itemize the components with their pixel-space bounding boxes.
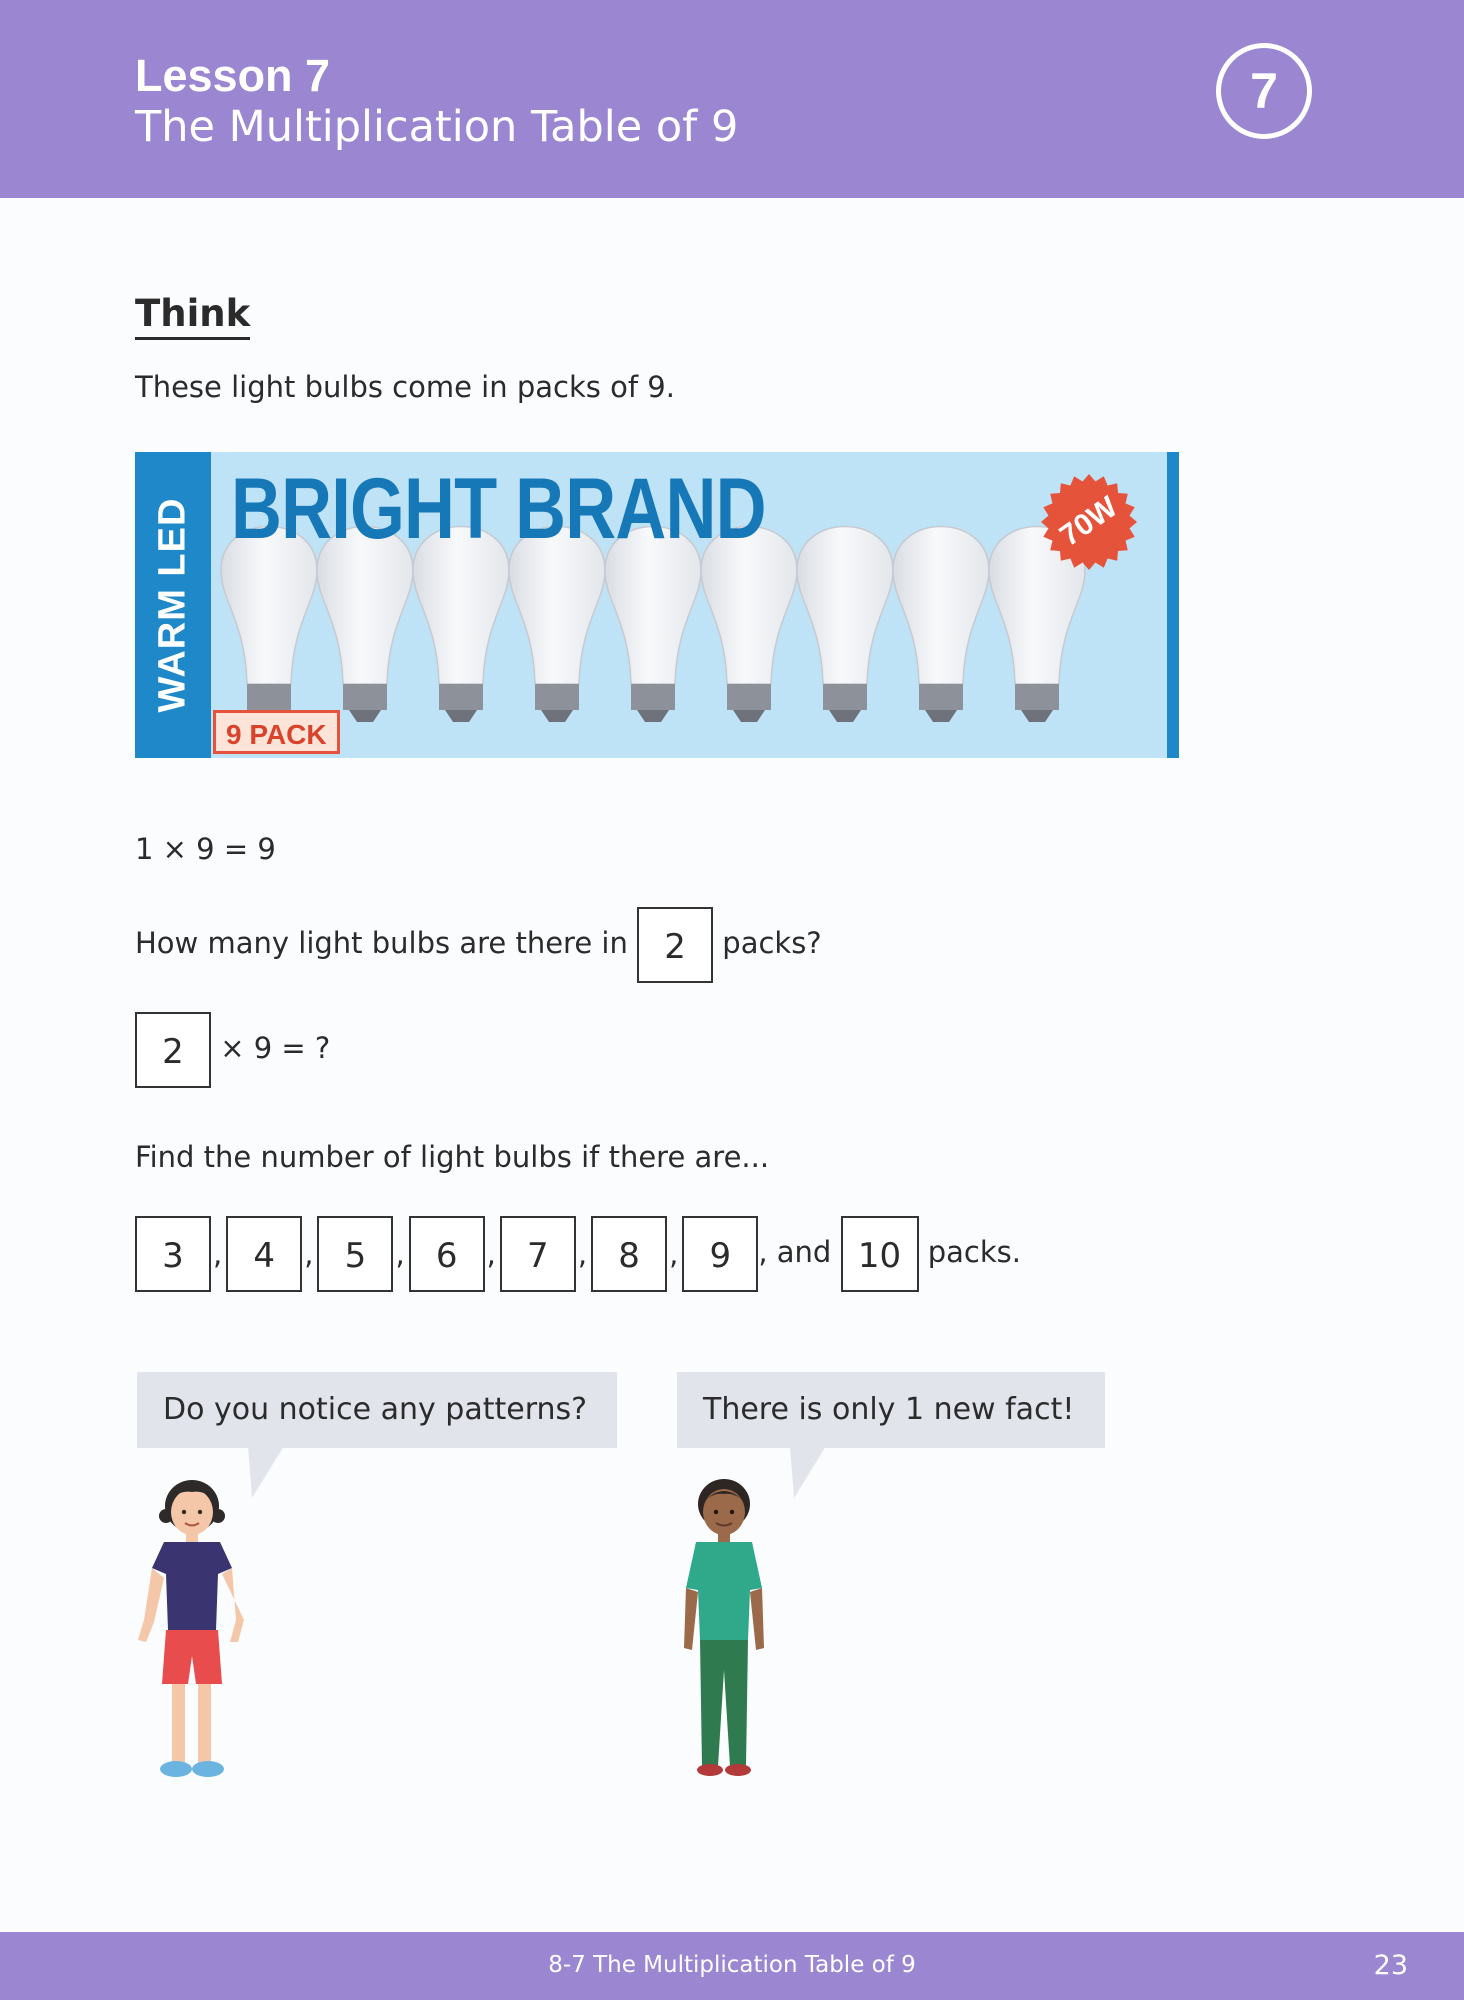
question-after: packs? [722, 926, 822, 960]
lesson-title: The Multiplication Table of 9 [135, 102, 739, 152]
package-edge [1167, 452, 1179, 758]
find-prompt: Find the number of light bulbs if there are... [135, 1140, 770, 1174]
bubble-tail-right [790, 1446, 830, 1500]
light-bulb-icon [893, 527, 989, 723]
lesson-badge: 7 [1216, 43, 1312, 139]
answer-box: 2 [637, 907, 713, 983]
package-side-band [135, 452, 211, 758]
question-line [135, 905, 822, 983]
pack-box-10: 10 [841, 1216, 919, 1292]
pack-box-7: 7 [500, 1216, 576, 1292]
pack-box-3: 3 [135, 1216, 211, 1292]
and-text: , and [758, 1235, 832, 1269]
lesson-header [0, 0, 1464, 198]
boy-character [664, 1470, 784, 1790]
equation-line [135, 1010, 330, 1088]
lesson-number: Lesson 7 [135, 50, 331, 101]
pack-box-4: 4 [226, 1216, 302, 1292]
brand-name: BRIGHT BRAND [231, 461, 766, 557]
pack-box-9: 9 [682, 1216, 758, 1292]
pack-box-8: 8 [591, 1216, 667, 1292]
wattage-text: 70W [1053, 490, 1124, 553]
speech-bubble-right: There is only 1 new fact! [677, 1372, 1105, 1448]
packs-text: packs. [927, 1235, 1021, 1269]
pack-box-5: 5 [317, 1216, 393, 1292]
equation-box: 2 [135, 1012, 211, 1088]
think-heading: Think [135, 292, 250, 340]
warm-led-label: WARM LED [151, 497, 194, 713]
bulb-package [135, 452, 1179, 758]
page-footer [0, 1932, 1464, 2000]
pack-count-line: 3 , 4 , 5 , 6 , 7 , 8 , 9 , and 10 packs. [135, 1214, 1021, 1292]
footer-title: 8-7 The Multiplication Table of 9 [548, 1952, 916, 1978]
fact-text: 1 × 9 = 9 [135, 832, 276, 866]
nine-pack-label: 9 PACK [213, 710, 340, 754]
page-number: 23 [1373, 1950, 1408, 1981]
question-before: How many light bulbs are there in [135, 926, 628, 960]
speech-bubble-left: Do you notice any patterns? [137, 1372, 617, 1448]
girl-character [118, 1470, 258, 1790]
pack-box-6: 6 [409, 1216, 485, 1292]
wattage-badge [1041, 474, 1137, 570]
equation-rest: × 9 = ? [220, 1031, 331, 1065]
light-bulb-icon [797, 527, 893, 723]
intro-text: These light bulbs come in packs of 9. [135, 370, 675, 404]
